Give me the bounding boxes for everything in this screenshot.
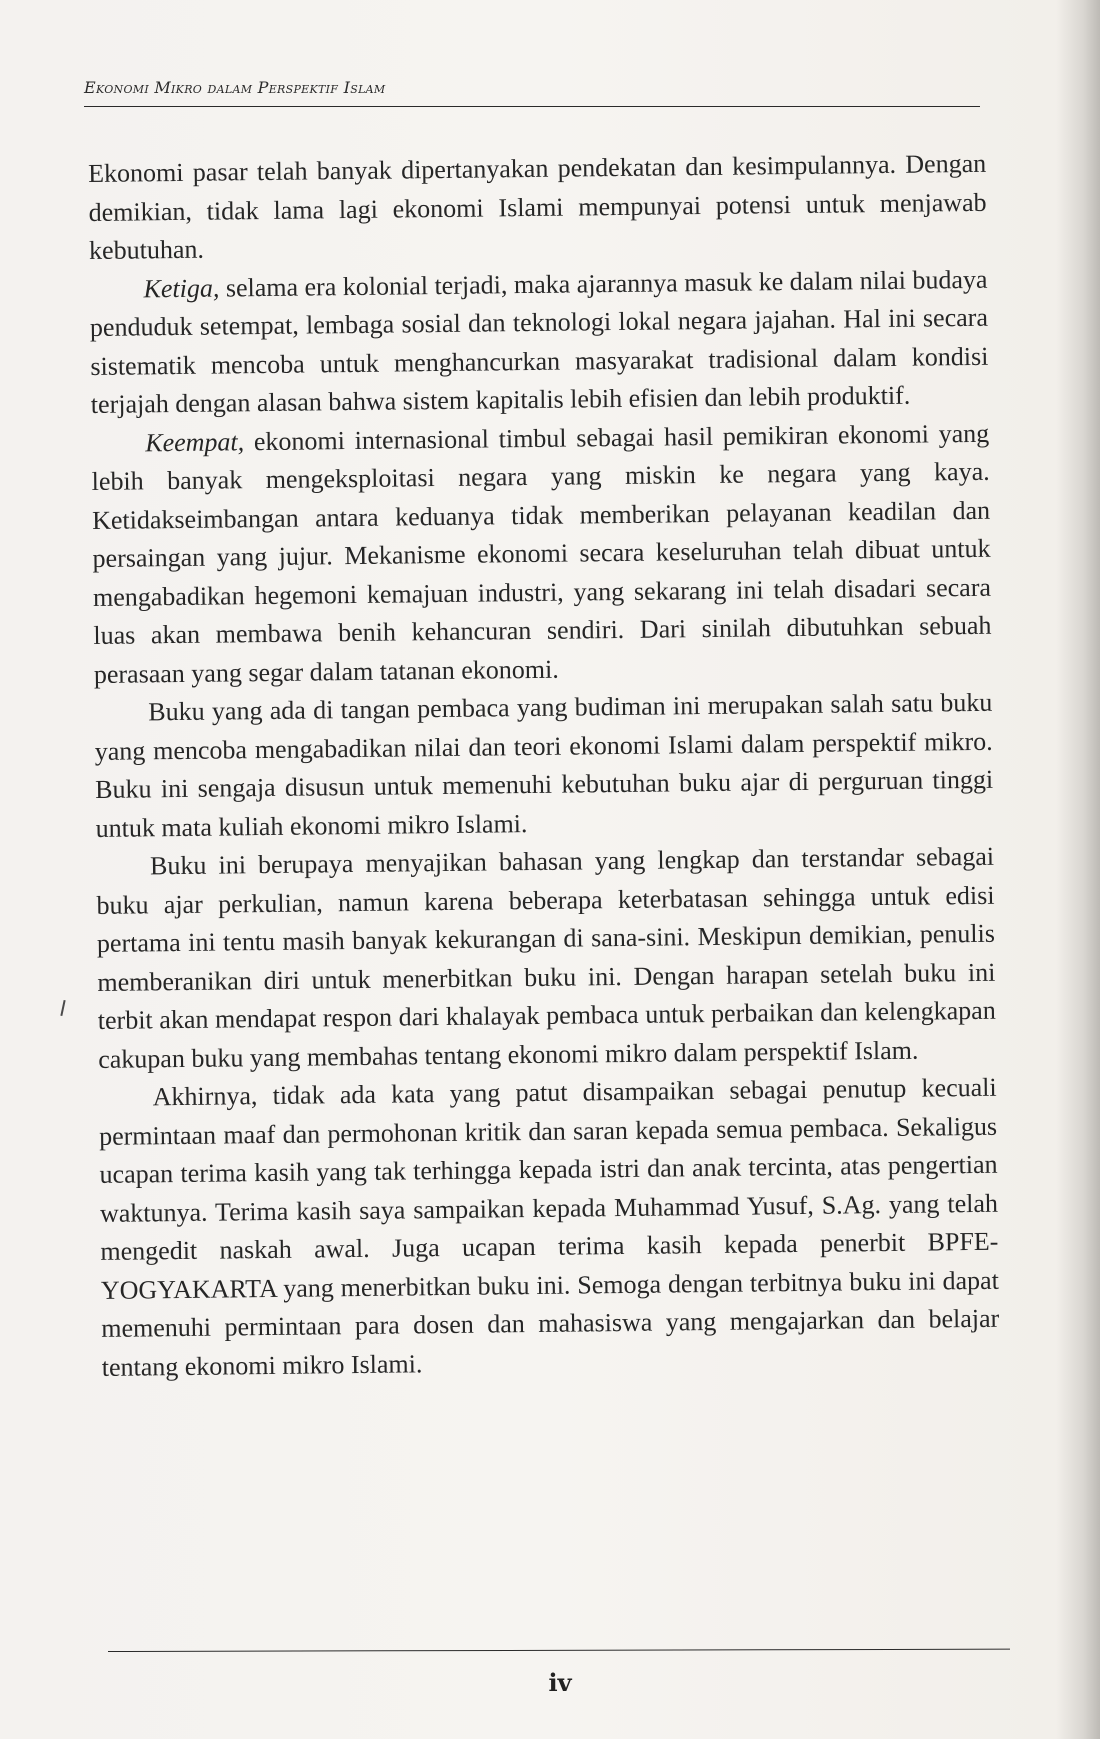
paragraph-text: Buku ini berupaya menyajikan bahasan yang lengkap dan terstandar sebagai buku ajar perkulian, namun karena beberapa keterbatasan sehingga untuk edisi pertama ini tentu masih banyak kekurangan di sana-sini. Meskipun demikian, penulis memberanikan diri untuk menerbitkan buku ini. Dengan harapan setelah buku ini terbit akan mendapat respon dari khalayak pembaca untuk perbaikan dan kelengkapan cakupan buku yang membahas tentang ekonomi mikro dalam perspektif Islam. [96,841,996,1074]
footer-rule [108,1649,1010,1652]
paragraph-text: Ekonomi pasar telah banyak dipertanyakan pendekatan dan kesimpulannya. Dengan demikian, tidak lama lagi ekonomi Islami mempunyai potensi untuk menjawab kebutuhan. [88,148,987,265]
paragraph-text: Akhirnya, tidak ada kata yang patut disampaikan sebagai penutup kecuali permintaan maaf dan permohonan kritik dan saran kepada semua pembaca. Sekaligus ucapan terima kasih yang tak terhingga kepada istri dan anak tercinta, atas pengertian waktunya. Terima kasih saya sampaikan kepada Muhammad Yusuf, S.Ag. yang telah mengedit naskah awal. Juga ucapan terima kasih kepada penerbit BPFE-YOGYAKARTA yang menerbitkan buku ini. Semoga dengan terbitnya buku ini dapat memenuhi permintaan para dosen dan mahasiswa yang mengajarkan dan belajar tentang ekonomi mikro Islami. [98,1072,1000,1382]
paragraph-text: selama era kolonial terjadi, maka ajarannya masuk ke dalam nilai budaya penduduk setempat, lembaga sosial dan teknologi lokal negara jajahan. Hal ini secara sistematik mencoba untuk menghancurkan masyarakat tradisional dalam kondisi terjajah dengan alasan bahwa sistem kapitalis lebih efisien dan lebih produktif. [89,264,989,419]
paragraph-text: Buku yang ada di tangan pembaca yang budiman ini merupakan salah satu buku yang mencoba mengabadikan nilai dan teori ekonomi Islami dalam perspektif mikro. Buku ini sengaja disusun untuk memenuhi kebutuhan buku ajar di perguruan tinggi untuk mata kuliah ekonomi mikro Islami. [94,687,994,843]
paragraph-lead: Keempat, [145,426,245,457]
running-header [84,72,980,107]
margin-mark [60,1000,65,1016]
paragraph [94,684,994,848]
paragraph-text: ekonomi internasional timbul sebagai hasil pemikiran ekonomi yang lebih banyak mengeksploitasi negara yang miskin ke negara yang kaya. Ketidakseimbangan antara keduanya tidak memberikan pelayanan keadilan dan persaingan yang jujur. Mekanisme ekonomi secara keseluruhan telah dibuat untuk mengabadikan hegemoni kemajuan industri, yang sekarang ini telah disadari secara luas akan membawa benih kehancuran sendiri. Dari sinilah dibutuhkan sebuah perasaan yang segar dalam tatanan ekonomi. [91,418,992,689]
paragraph [96,838,997,1079]
page-number: iv [548,1668,572,1697]
paragraph [98,1069,999,1387]
running-header-title: Ekonomi Mikro dalam Perspektif Islam [84,78,386,97]
paragraph [88,145,987,271]
body-text [88,145,1000,1387]
paragraph [91,414,992,694]
paragraph-lead: Ketiga, [143,273,220,303]
paragraph [89,260,989,424]
